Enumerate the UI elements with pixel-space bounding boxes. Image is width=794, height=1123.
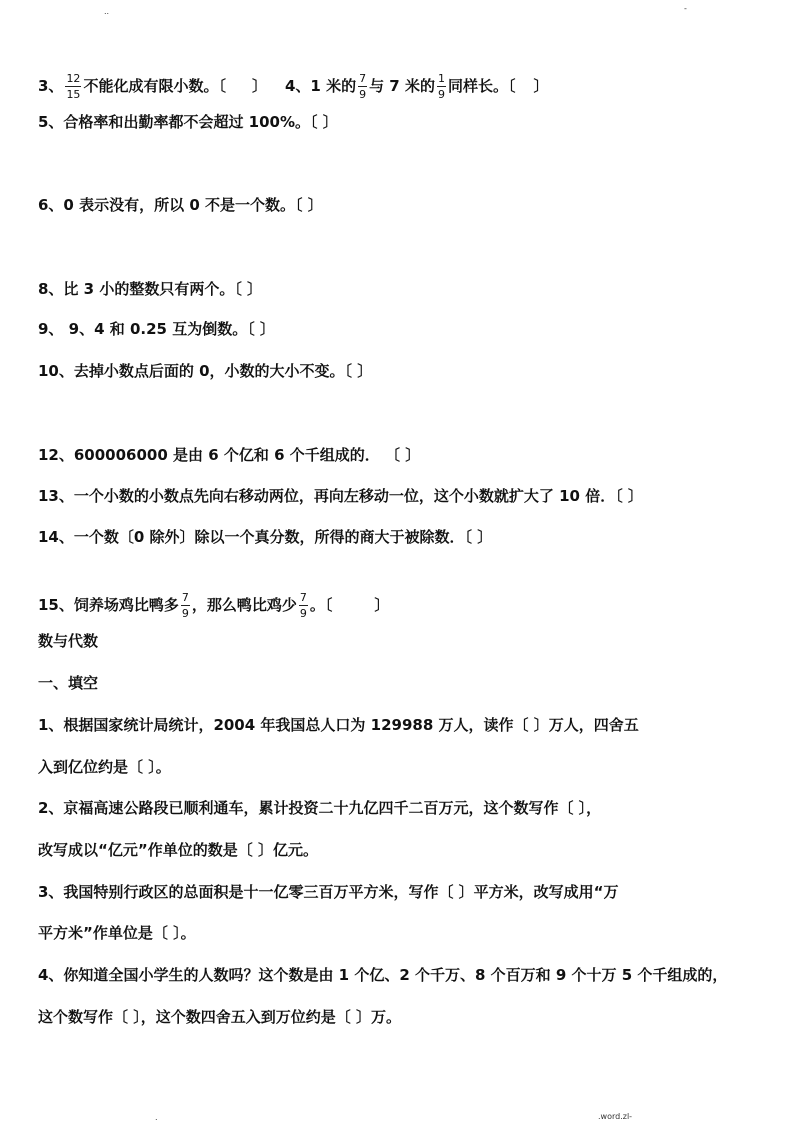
fraction-12-15: [65, 73, 81, 100]
fill-question-3-line-1: 3、我国特别行政区的总面积是十一亿零三百万平方米，写作〔 〕平方米，改写成用“万: [38, 883, 619, 901]
question-14: 14、一个数〔0 除外〕除以一个真分数，所得的商大于被除数．〔 〕: [38, 528, 493, 546]
q4-close: 〕: [533, 77, 549, 95]
fraction-denominator: 9: [437, 88, 445, 101]
q15-text: 。〔: [309, 596, 333, 614]
header-right-mark: -: [684, 4, 687, 13]
fraction-numerator: 12: [66, 72, 81, 85]
fraction-7-9: [358, 73, 367, 100]
header-left-mark: ..: [104, 7, 110, 16]
fraction-denominator: 15: [66, 88, 81, 101]
question-12: 12、600006000 是由 6 个亿和 6 个千组成的． 〔 〕: [38, 446, 421, 464]
q3-close: 〕: [251, 77, 267, 95]
fraction-numerator: 7: [359, 72, 367, 85]
q4-mid: 与 7 米的: [369, 77, 435, 95]
q4-prefix: 4、1 米的: [284, 77, 357, 95]
fill-question-2-line-1: 2、京福高速公路段已顺利通车，累计投资二十九亿四千二百万元，这个数写作〔 〕，: [38, 799, 602, 817]
fill-question-3-line-2: 平方米”作单位是〔 〕。: [38, 924, 196, 942]
question-8: 8、比 3 小的整数只有两个。〔 〕: [38, 280, 263, 298]
fraction-denominator: 9: [359, 88, 367, 101]
footer-left-mark: .: [155, 1113, 158, 1122]
question-5: 5、合格率和出勤率都不会超过 100%。〔 〕: [38, 113, 338, 131]
question-3-and-4: [38, 73, 549, 100]
fraction-numerator: 1: [437, 72, 445, 85]
subsection-title: 一、填空: [38, 674, 99, 692]
question-6: 6、0 表示没有，所以 0 不是一个数。〔 〕: [38, 196, 323, 214]
fill-question-2-line-2: 改写成以“亿元”作单位的数是〔 〕亿元。: [38, 841, 318, 859]
fill-question-4-line-2: 这个数写作〔 〕，这个数四舍五入到万位约是〔 〕万。: [38, 1008, 401, 1026]
q4-text: 同样长。〔: [447, 77, 516, 95]
question-10: 10、去掉小数点后面的 0，小数的大小不变。〔 〕: [38, 362, 373, 380]
question-15: [38, 592, 389, 619]
fraction-numerator: 7: [181, 591, 189, 604]
fraction-denominator: 9: [299, 607, 307, 620]
question-9: 9、 9、4 和 0.25 互为倒数。〔 〕: [38, 320, 275, 338]
question-13: 13、一个小数的小数点先向右移动两位，再向左移动一位，这个小数就扩大了 10 倍．〔 〕: [38, 487, 643, 505]
q15-prefix: 15、饲养场鸡比鸭多: [38, 596, 179, 614]
fraction-numerator: 7: [299, 591, 307, 604]
fill-question-4-line-1: 4、你知道全国小学生的人数吗？这个数是由 1 个亿、2 个千万、8 个百万和 9 个十万 5 个千组成的，: [38, 966, 728, 984]
fraction-7-9: [181, 592, 190, 619]
fraction-denominator: 9: [181, 607, 189, 620]
q3-text: 不能化成有限小数。〔: [83, 77, 226, 95]
q15-mid: ，那么鸭比鸡少: [191, 596, 297, 614]
fill-question-1-line-1: 1、根据国家统计局统计，2004 年我国总人口为 129988 万人，读作〔 〕万人，四舍五: [38, 716, 639, 734]
fraction-7-9: [299, 592, 308, 619]
q3-prefix: 3、: [38, 77, 64, 95]
section-title: 数与代数: [38, 632, 99, 650]
q15-close: 〕: [374, 596, 390, 614]
footer-right-mark: .word.zl-: [598, 1112, 633, 1121]
fraction-1-9: [437, 73, 446, 100]
fill-question-1-line-2: 入到亿位约是〔 〕。: [38, 758, 171, 776]
